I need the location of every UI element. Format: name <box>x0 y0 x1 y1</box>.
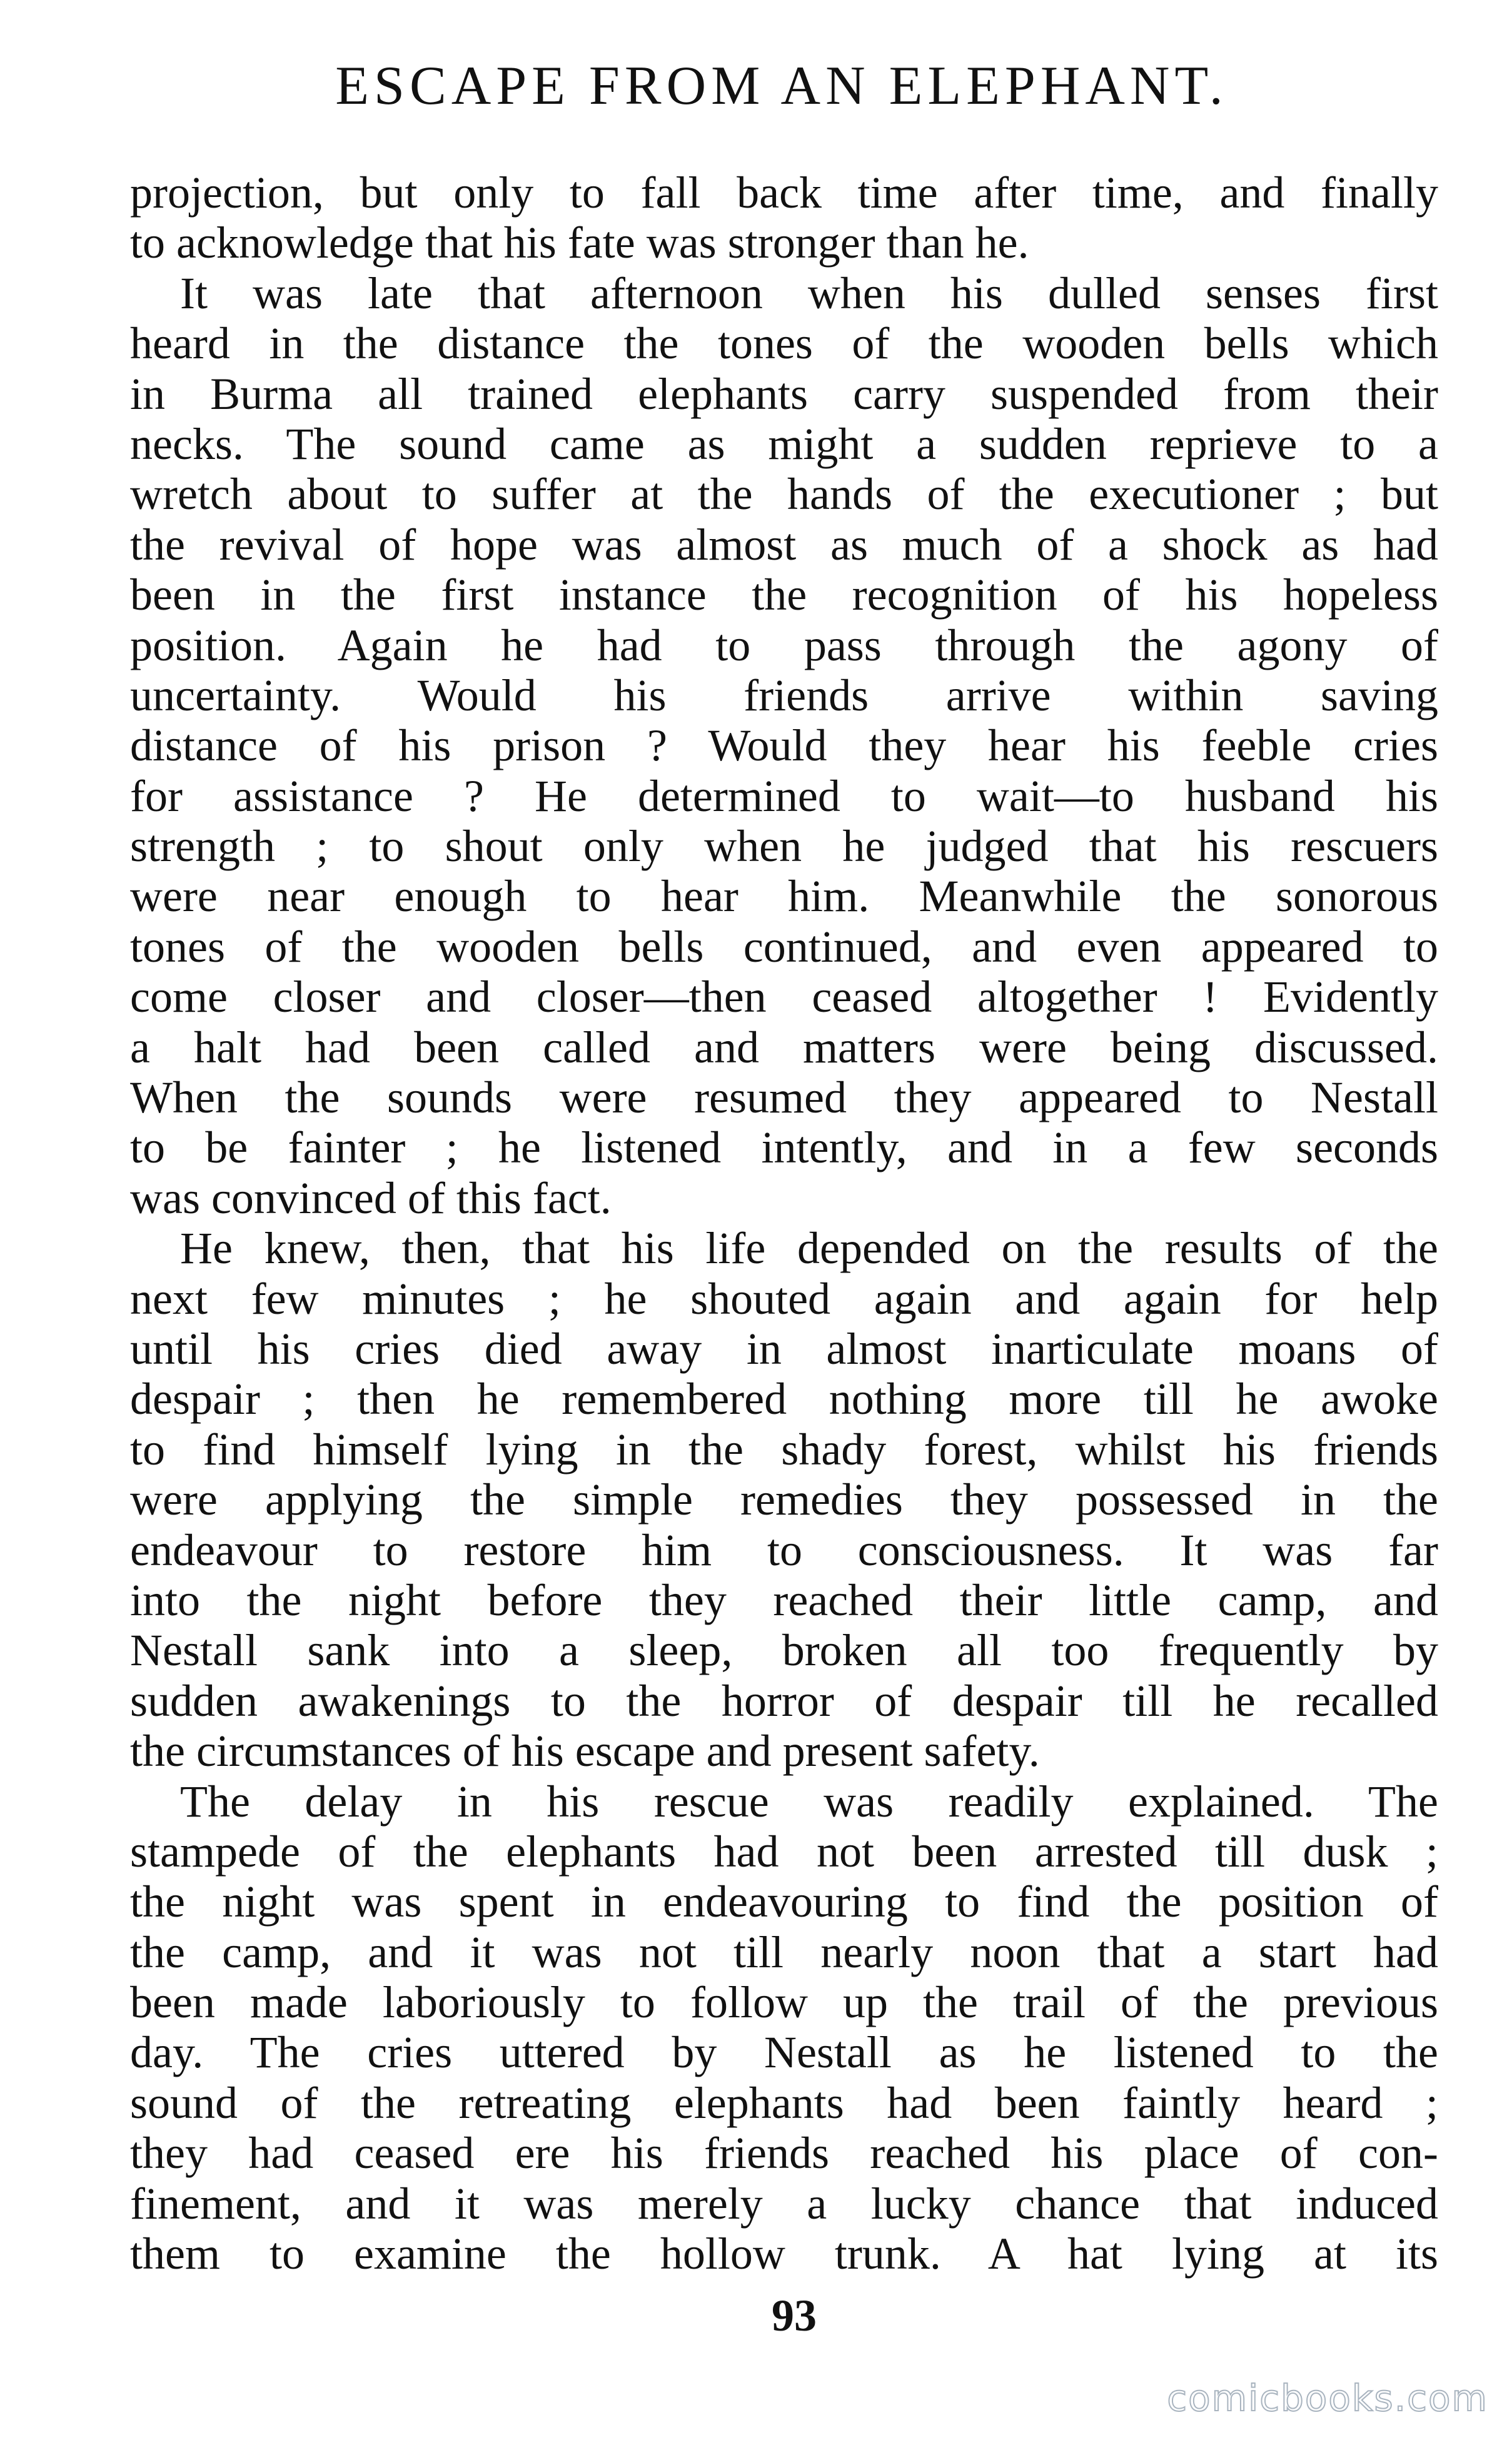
text-line: they had ceased ere his friends reached his place of con- <box>130 2128 1438 2179</box>
text-line: position. Again he had to pass through the agony of <box>130 620 1438 670</box>
text-line: for assistance ? He determined to wait—to husband his <box>130 770 1438 821</box>
text-line: It was late that afternoon when his dulled senses first <box>180 268 1438 318</box>
text-line: was convinced of this fact. <box>130 1172 612 1223</box>
text-line: tones of the wooden bells continued, and even appeared to <box>130 921 1438 972</box>
text-line: been made laboriously to follow up the trail of the previous <box>130 1977 1438 2028</box>
text-line: were applying the simple remedies they possessed in the <box>130 1475 1438 1525</box>
text-line: until his cries died away in almost inarticulate moans of <box>130 1323 1438 1374</box>
text-line: heard in the distance the tones of the wooden bells which <box>130 318 1438 369</box>
watermark: comicbooks.com <box>1167 2377 1488 2419</box>
text-line: to be fainter ; he listened intently, and in a few seconds <box>130 1122 1438 1173</box>
text-line: necks. The sound came as might a sudden reprieve to a <box>130 418 1438 469</box>
text-line: sudden awakenings to the horror of despair till he recalled <box>130 1675 1438 1726</box>
text-line: wretch about to suffer at the hands of the executioner ; but <box>130 469 1438 520</box>
text-line: day. The cries uttered by Nestall as he listened to the <box>130 2027 1438 2078</box>
text-line: strength ; to shout only when he judged that his rescuers <box>130 821 1438 872</box>
text-line: a halt had been called and matters were being discussed. <box>130 1022 1438 1072</box>
text-line: finement, and it was merely a lucky chance that induced <box>130 2178 1438 2229</box>
text-line: When the sounds were resumed they appeared to Nestall <box>130 1072 1438 1123</box>
text-line: projection, but only to fall back time after time, and finally <box>130 168 1438 218</box>
text-line: to acknowledge that his fate was stronger than he. <box>130 218 1029 268</box>
text-line: stampede of the elephants had not been arrested till dusk ; <box>130 1826 1438 1877</box>
text-line: in Burma all trained elephants carry suspended from their <box>130 368 1438 419</box>
text-line: endeavour to restore him to consciousness. It was far <box>130 1525 1438 1575</box>
text-line: were near enough to hear him. Meanwhile the sonorous <box>130 871 1438 922</box>
text-line: to find himself lying in the shady forest, whilst his friends <box>130 1424 1438 1475</box>
running-title: ESCAPE FROM AN ELEPHANT. <box>335 56 1228 116</box>
text-line: come closer and closer—then ceased altogether ! Evidently <box>130 972 1438 1022</box>
text-line: Nestall sank into a sleep, broken all too frequently by <box>130 1625 1438 1676</box>
text-line: He knew, then, that his life depended on the results of the <box>180 1223 1438 1274</box>
body-text <box>130 168 1438 2279</box>
text-line: the circumstances of his escape and present safety. <box>130 1726 1040 1777</box>
text-line: despair ; then he remembered nothing more till he awoke <box>130 1374 1438 1424</box>
page-number: 93 <box>772 2291 817 2341</box>
text-line: them to examine the hollow trunk. A hat lying at its <box>130 2229 1438 2279</box>
text-line: the night was spent in endeavouring to find the position of <box>130 1877 1438 1927</box>
text-line: The delay in his rescue was readily explained. The <box>180 1776 1438 1827</box>
text-line: uncertainty. Would his friends arrive within saving <box>130 670 1438 720</box>
text-line: sound of the retreating elephants had been faintly heard ; <box>130 2077 1438 2128</box>
text-line: next few minutes ; he shouted again and again for help <box>130 1273 1438 1324</box>
text-line: the revival of hope was almost as much of a shock as had <box>130 519 1438 570</box>
text-line: the camp, and it was not till nearly noon that a start had <box>130 1927 1438 1977</box>
text-line: into the night before they reached their little camp, and <box>130 1575 1438 1625</box>
text-line: been in the first instance the recognition of his hopeless <box>130 570 1438 620</box>
text-line: distance of his prison ? Would they hear his feeble cries <box>130 720 1438 771</box>
